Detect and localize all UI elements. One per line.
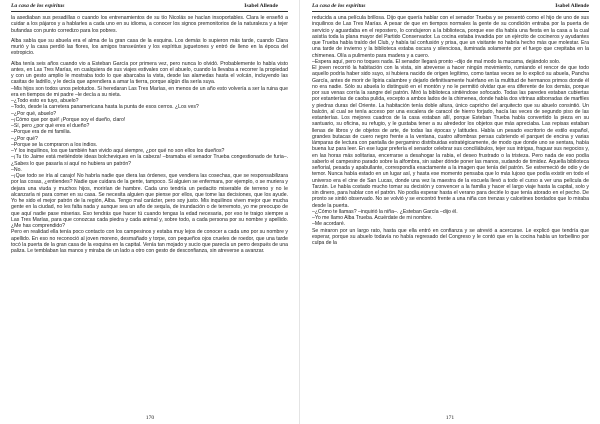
book-title: La casa de los espíritus (11, 3, 65, 9)
paragraph: –¡Que todo se iría al carajo! No habría nadie que diera las órdenes, que vendiera las cosechas, que se responsabilizara por las cosas, ¿entiendes? Nadie que cuidara de la gente, tampoco. Si alguien se enfermara, por ejemplo, o se muriera y dejara una viuda y muchos hijos, morirían de hambre. Cada uno tendría un pedacito miserable de terreno y no le alcanzaría ni para comer en su casa. Se necesita alguien que piense por ellos, que tome las decisiones, que los ayude. Yo he sido el mejor patrón de la región, Alba. Tengo mal carácter, pero soy justo. Mis inquilinos viven mejor que mucha gente en la ciudad, no les falta nada y aunque sea un año de sequía, de inundación o de terremoto, yo me preocupo de que aquí nadie pase miserias. Eso tendrás que hacer tú cuando tengas la edad necesaria, por eso te traigo siempre a Las Tres Marías, para que conozcas cada piedra y cada animal y, sobre todo, a cada persona por su nombre y apellido. ¿Me has comprendido? (11, 173, 288, 229)
paragraph: –Mis hijos son todos unos pelotudos. Si heredaran Las Tres Marías, en menos de un año esto volvería a ser la ruina que era en tiempos de mi padre –le decía a su nieta. (11, 85, 288, 98)
paragraph: –¿Por qué, abuelo? (11, 110, 57, 117)
running-header (312, 3, 589, 10)
paragraph: –¿Cómo te llamas? –inquirió la niña–. ¿Esteban García –dijo él. (312, 208, 458, 215)
header-rule (11, 11, 288, 12)
author-name: Isabel Allende (555, 3, 589, 9)
paragraph: –Y los inquilinos, los que también han vivido aquí siempre, ¿por qué no son ellos los dueños? (11, 148, 225, 154)
paragraph: –¡Cómo que por qué! ¡Porque soy el dueño, claro! (11, 116, 126, 123)
paragraph: Pero en realidad ella tenía poco contacto con los campesinos y estaba muy lejos de conocer a cada uno por su nombre y apellido. En eso no reconoció al joven moreno, desmañado y torpe, con pequeños ojos crueles de roedor, que una tarde tocó la puerta de la gran casa de la esquina en la capital. Venía tan mojado y sucio que parecía un perro después de una paliza. Le temblaban las manos y miraba de un lado a otro con gesto de desconfianza, sin atreverse a avanzar. (11, 229, 288, 254)
page-number: 171 (445, 415, 455, 421)
page-number: 170 (145, 415, 155, 421)
right-page (300, 0, 600, 424)
paragraph: –Espera aquí, pero no toques nada. El senador llegará pronto –dijo de mal modo la mucama, dejándolo solo. (312, 58, 561, 65)
book-title: La casa de los espíritus (312, 3, 366, 9)
running-header (11, 3, 288, 10)
paragraph: la asediaban sus pesadillas o cuando los entrenamientos de su tío Nicolás se hacían insoportables. Clara le enseñó a cuidar a los pájaros y a hablarles a cada uno en su idioma, a conocer los signos premonitorios de la naturaleza y a tejer bufandas con punto corredizo para los pobres. (11, 15, 288, 34)
page-text (312, 15, 589, 246)
paragraph: –Sí, pero ¿por qué eres el dueño? (11, 123, 90, 129)
author-name: Isabel Allende (244, 3, 278, 9)
paragraph: El joven recorrió la habitación con la vista, sin atreverse a hacer ningún movimiento, rumiando el rencor de que todo aquello podría haber sido suyo, si hubiera nacido de origen legítimo, como tantas veces se lo explicó su abuela, Pancha García, antes de morir de lipiria calambre y dejarlo definitivamente huérfano en la multitud de hermanos primos donde él no era nadie. Sólo su abuela lo distinguió en el montón y no le permitió olvidar que era diferente de los demás, porque por sus venas corría la sangre del patrón. Miró la biblioteca sintiéndose sofocado. Todas las paredes estaban cubiertas por estanterías de caoba pulida, excepto a ambos lados de la chimenea, donde había dos vitrinas atiborradas de marfiles y piedras duras del Oriente. La habitación tenía doble altura, único capricho del arquitecto que su abuelo consintió. Un balcón, al cual se tenía acceso por una escalera de caracol de hierro forjado, hacía las veces de segundo piso de las estanterías. Los mejores cuadros de la casa estaban allí, porque Esteban Trueba había convertido la pieza en su santuario, su oficina, su refugio, y le gustaba tener a su alrededor los objetos que más apreciaba. Las repisas estaban llenas de libros y de objetos de arte, de todas las épocas y latitudes. Había un pesado escritorio de estilo español, grandes butacas de cuero negro frente a la ventana, cuatro alfombras persas cubriendo el parquet de encina y varias lámparas de lectura con pantalla de pergamino distribuidas estratégicamente, de modo que donde uno se sentara, había buena luz para leer. En ese lugar prefería el senador celebrar sus conciliábulos, tejer sus intrigas, fraguar sus negocios y, en las horas más solitarias, encerrarse a desahogar la rabia, el deseo frustrado o la tristeza. Pero nada de eso podía saberlo el campesino parado sobre la alfombra, sin saber dónde poner las manos, sudando de timidez. Aquella biblioteca señorial, pesada y apabullante, correspondía exactamente a la imagen que tenía del patrón. Se estremeció de odio y de temor. Nunca había estado en un lugar así, y hasta ese momento pensaba que lo más lujoso que podía existir en todo el universo era el cine de San Lucas, donde una vez la maestra de la escuela llevó a todo el curso a ver una película de Tarzán. Le había costado mucho tomar su decisión y convencer a la familia y hacer el largo viaje hasta la capital, solo y sin dinero, para hablar con el patrón. No podía esperar hasta el verano para decirle lo que tenía atorado en el pecho. De pronto se sintió observado. No se volvió y se encontró frente a una niña con trenzas y calcetines bordados que lo miraba desde la puerta. (312, 65, 589, 209)
paragraph: –Todo, desde la carretera panamericana hasta la punta de esos cerros. ¿Los ves? (11, 104, 199, 111)
paragraph: Se miraron por un largo rato, hasta que ella entró en confianza y se atrevió a acercarse. Le explicó que tendría que esperar, porque su abuelo todavía no había regresado del Congreso y le contó que en la cocina había un torbellino por culpa de la (312, 227, 589, 246)
paragraph: –No. (11, 166, 22, 173)
paragraph: –Porque se la compraron a los indios. (11, 141, 98, 148)
paragraph: Alba sabía que su abuela era el alma de la gran casa de la esquina. Los demás lo supieron más tarde, cuando Clara murió y la casa perdió las flores, los amigos transeúntes y los espíritus juguetones y entró de lleno en la época del estropicio. (11, 37, 288, 57)
paragraph: reducida a una película brillosa. Dijo que quería hablar con el senador Trueba y se presentó como el hijo de uno de sus inquilinos de Las Tres Marías. A pesar de que en tiempos normales la gente de su condición entraba por la puerta de servicio y aguardaba en el repostero, lo condujeron a la biblioteca, porque ese día había una fiesta en la casa a la cual asistía toda la plana mayor del Partido Conservador. La cocina estaba invadida por un ejército de cocineros y ayudantes que Trueba había traído del Club, y había tal confusión y prisa, que un visitante no habría hecho más que molestar. Era una tarde de invierno y la biblioteca estaba oscura y silenciosa, iluminada solamente por el fuego que crepitaba en la chimenea. Olía a pulimento para madera y a cuero. (312, 15, 589, 59)
paragraph: –Yo me llamo Alba Trueba. Acuérdate de mi nombre. (312, 215, 433, 221)
page-text (11, 15, 288, 254)
paragraph: –¿Por qué? (11, 135, 38, 142)
paragraph: –¡Tu tío Jaime está metiéndote ideas bolcheviques en la cabeza! –bramaba el senador Trueba congestionado de furia–. ¿Sabes lo que pasaría si aquí no hubiera un patrón? (11, 154, 288, 167)
header-rule (312, 11, 589, 12)
paragraph: –Porque era de mi familia. (11, 129, 72, 136)
paragraph: –¿Todo esto es tuyo, abuelo? (11, 98, 79, 104)
paragraph: Alba tenía seis años cuando vio a Esteban García por primera vez, pero nunca lo olvidó. Probablemente lo había visto antes, en Las Tres Marías, en cualquiera de sus viajes estivales con el abuelo, cuando la llevaba a recorrer la propiedad y con un gesto amplio le mostraba todo lo que abarcaba la vista, desde las alamedas hasta el volcán, incluyendo las casitas de ladrillo, y le decía que aprendiera a amar la tierra, porque algún día sería suya. (11, 60, 288, 86)
paragraph: –Me acordaré. (312, 221, 346, 228)
